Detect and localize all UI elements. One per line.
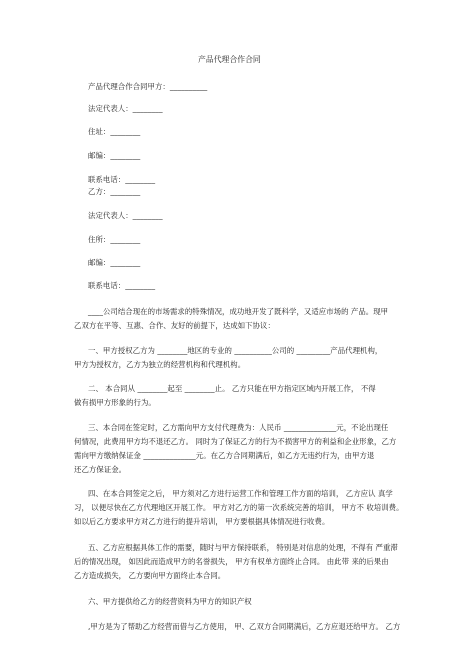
party-b-phone: 联系电话：________	[88, 281, 156, 290]
preamble-line-2: 乙双方在平等、互惠、合作、友好的前提下，达成如下协议：	[74, 321, 275, 330]
clause-4-line-2: 习， 以便尽快在乙方代理地区开展工作。 甲方对乙方的第一次系统完善的培训， 甲方不 收培训费。	[74, 503, 404, 512]
party-a-phone: 联系电话：________	[88, 175, 156, 184]
clause-3-line-3: 需向甲方缴纳保证金 ______________元。在乙方合同期满后，如乙方无违约行为，由甲方退	[74, 451, 375, 460]
clause-1-line-2: 甲方为授权方，乙方为独立的经营机构和代理机构。	[74, 360, 246, 369]
clause-5-line-2: 后的情况出现， 如因此而造成甲方的名誉损失， 甲方有权单方面终止合同。 由此带 来的后果由	[74, 557, 389, 566]
clause-6-line-2: ,甲方是为了帮助乙方经营而借与乙方使用， 甲、乙双方合同期满后，乙方应退还给甲方。 乙方	[88, 622, 401, 631]
clause-3-line-4: 还乙方保证金。	[74, 465, 127, 474]
party-b-legal-rep: 法定代表人：________	[88, 211, 163, 220]
party-b-line: 乙方：________	[88, 187, 141, 196]
clause-5-line-1: 五、乙方应根据具体工作的需要，随时与甲方保持联系， 特别是对信息的处理，不得有 严重滞	[88, 543, 398, 552]
preamble-line-1: ____公司结合现在的市场需求的特殊情况，成功地开发了既科学，又适应市场的 产品。现甲	[88, 307, 389, 316]
party-a-address: 住址：________	[88, 127, 141, 136]
clause-1-line-1: 一、甲方授权乙方为 ________地区的专业的 __________公司的 _________产品代理机构，	[88, 346, 383, 355]
party-b-postcode: 邮编：________	[88, 258, 141, 267]
clause-2-line-1: 二、 本合同从 ________起至 ________止。 乙方只能在甲方指定区域内开展工作， 不得	[88, 384, 376, 393]
party-a-line: 产品代理合作合同甲方：__________	[88, 82, 208, 91]
clause-2-line-2: 做有损甲方形象的行为。	[74, 398, 156, 407]
clause-6-line-1: 六、甲方提供给乙方的经营资料为甲方的知识产权	[88, 597, 252, 606]
document-title: 产品代理合作合同	[198, 55, 261, 64]
party-a-legal-rep: 法定代表人：________	[88, 104, 163, 113]
party-b-address: 住所：________	[88, 235, 141, 244]
clause-4-line-1: 四、在本合同签定之后， 甲方须对乙方进行运营工作和管理工作方面的培训， 乙方应认 真学	[88, 489, 393, 498]
party-a-postcode: 邮编：________	[88, 151, 141, 160]
clause-5-line-3: 乙方造成损失， 乙方要向甲方面终止本合同。	[74, 571, 226, 580]
clause-3-line-1: 三、本合同在签定时，乙方需向甲方支付代理费为：人民币 ______________元，不论出现任	[88, 423, 389, 432]
clause-4-line-3: 如以后乙方要求甲方对乙方进行的提升培训， 甲方要根据具体情况进行收费。	[74, 517, 330, 526]
clause-3-line-2: 何情况，此费用甲方均不退还乙方。 同时为了保证乙方的行为不损害甲方的利益和企业形象，乙方	[74, 437, 397, 446]
